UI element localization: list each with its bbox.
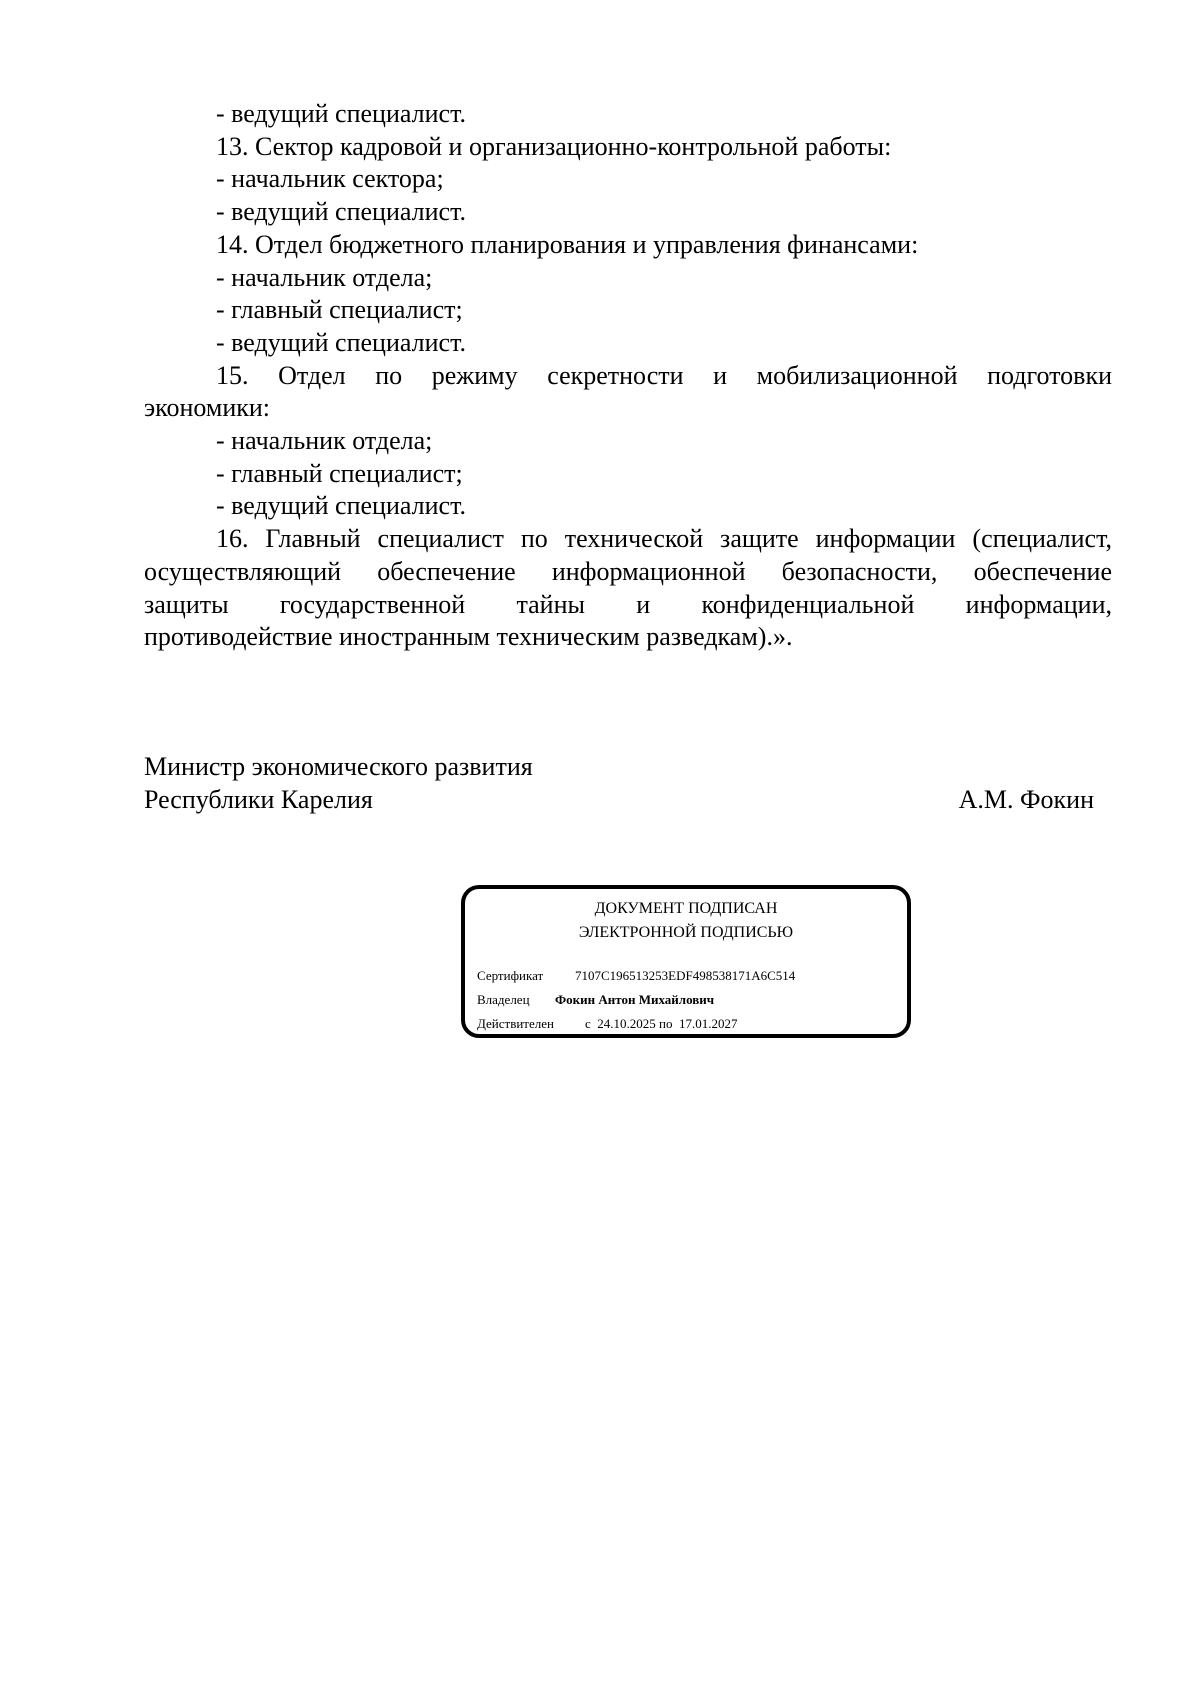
validity-label: Действителен <box>477 1016 554 1031</box>
stamp-owner-row <box>477 988 795 1012</box>
list-item: - главный специалист; <box>216 458 463 488</box>
list-item: - ведущий специалист. <box>216 327 466 357</box>
list-item: - ведущий специалист. <box>216 491 466 521</box>
document-body <box>144 98 1112 654</box>
stamp-heading-line-1: ДОКУМЕНТ ПОДПИСАН <box>594 900 778 917</box>
signatory-region: Республики Карелия <box>144 784 373 814</box>
certificate-value: 7107C196513253EDF498538171A6C514 <box>575 968 796 983</box>
signature-row <box>144 784 1094 817</box>
section-16-line-1: 16. Главный специалист по технической защите информации (специалист, <box>216 524 1112 554</box>
list-item: - ведущий специалист. <box>216 99 466 128</box>
owner-label: Владелец <box>477 992 530 1007</box>
section-heading-14: 14. Отдел бюджетного планирования и управления финансами: <box>216 229 919 259</box>
section-heading-13: 13. Сектор кадровой и организационно-контрольной работы: <box>216 131 892 161</box>
section-16-line-3: защиты государственной тайны и конфиденциальной информации, <box>144 589 1112 619</box>
stamp-validity-row <box>477 1012 795 1036</box>
stamp-heading-line-2: ЭЛЕКТРОННОЙ ПОДПИСЬЮ <box>578 924 794 941</box>
certificate-label: Сертификат <box>477 968 544 983</box>
list-item: - начальник отдела; <box>216 426 433 456</box>
validity-value: с 24.10.2025 по 17.01.2027 <box>585 1016 738 1031</box>
signatory-position: Министр экономического развития <box>144 752 533 781</box>
section-16-line-4: противодействие иностранным техническим разведкам).». <box>144 622 793 652</box>
stamp-details <box>477 964 795 1036</box>
list-item: - начальник сектора; <box>216 164 444 194</box>
list-item: - ведущий специалист. <box>216 197 466 227</box>
electronic-signature-stamp <box>461 885 911 1038</box>
list-item: - главный специалист; <box>216 295 463 325</box>
list-item: - начальник отдела; <box>216 262 433 292</box>
stamp-heading <box>465 897 907 945</box>
section-heading-15: 15. Отдел по режиму секретности и мобилизационной подготовки <box>216 360 1112 390</box>
owner-value: Фокин Антон Михайлович <box>555 992 715 1007</box>
section-16-line-2: осуществляющий обеспечение информационной безопасности, обеспечение <box>144 556 1112 586</box>
section-heading-15-continued: экономики: <box>144 393 271 423</box>
stamp-certificate-row <box>477 964 795 988</box>
signatory-name: А.М. Фокин <box>958 784 1094 814</box>
signature-block <box>144 751 1094 816</box>
